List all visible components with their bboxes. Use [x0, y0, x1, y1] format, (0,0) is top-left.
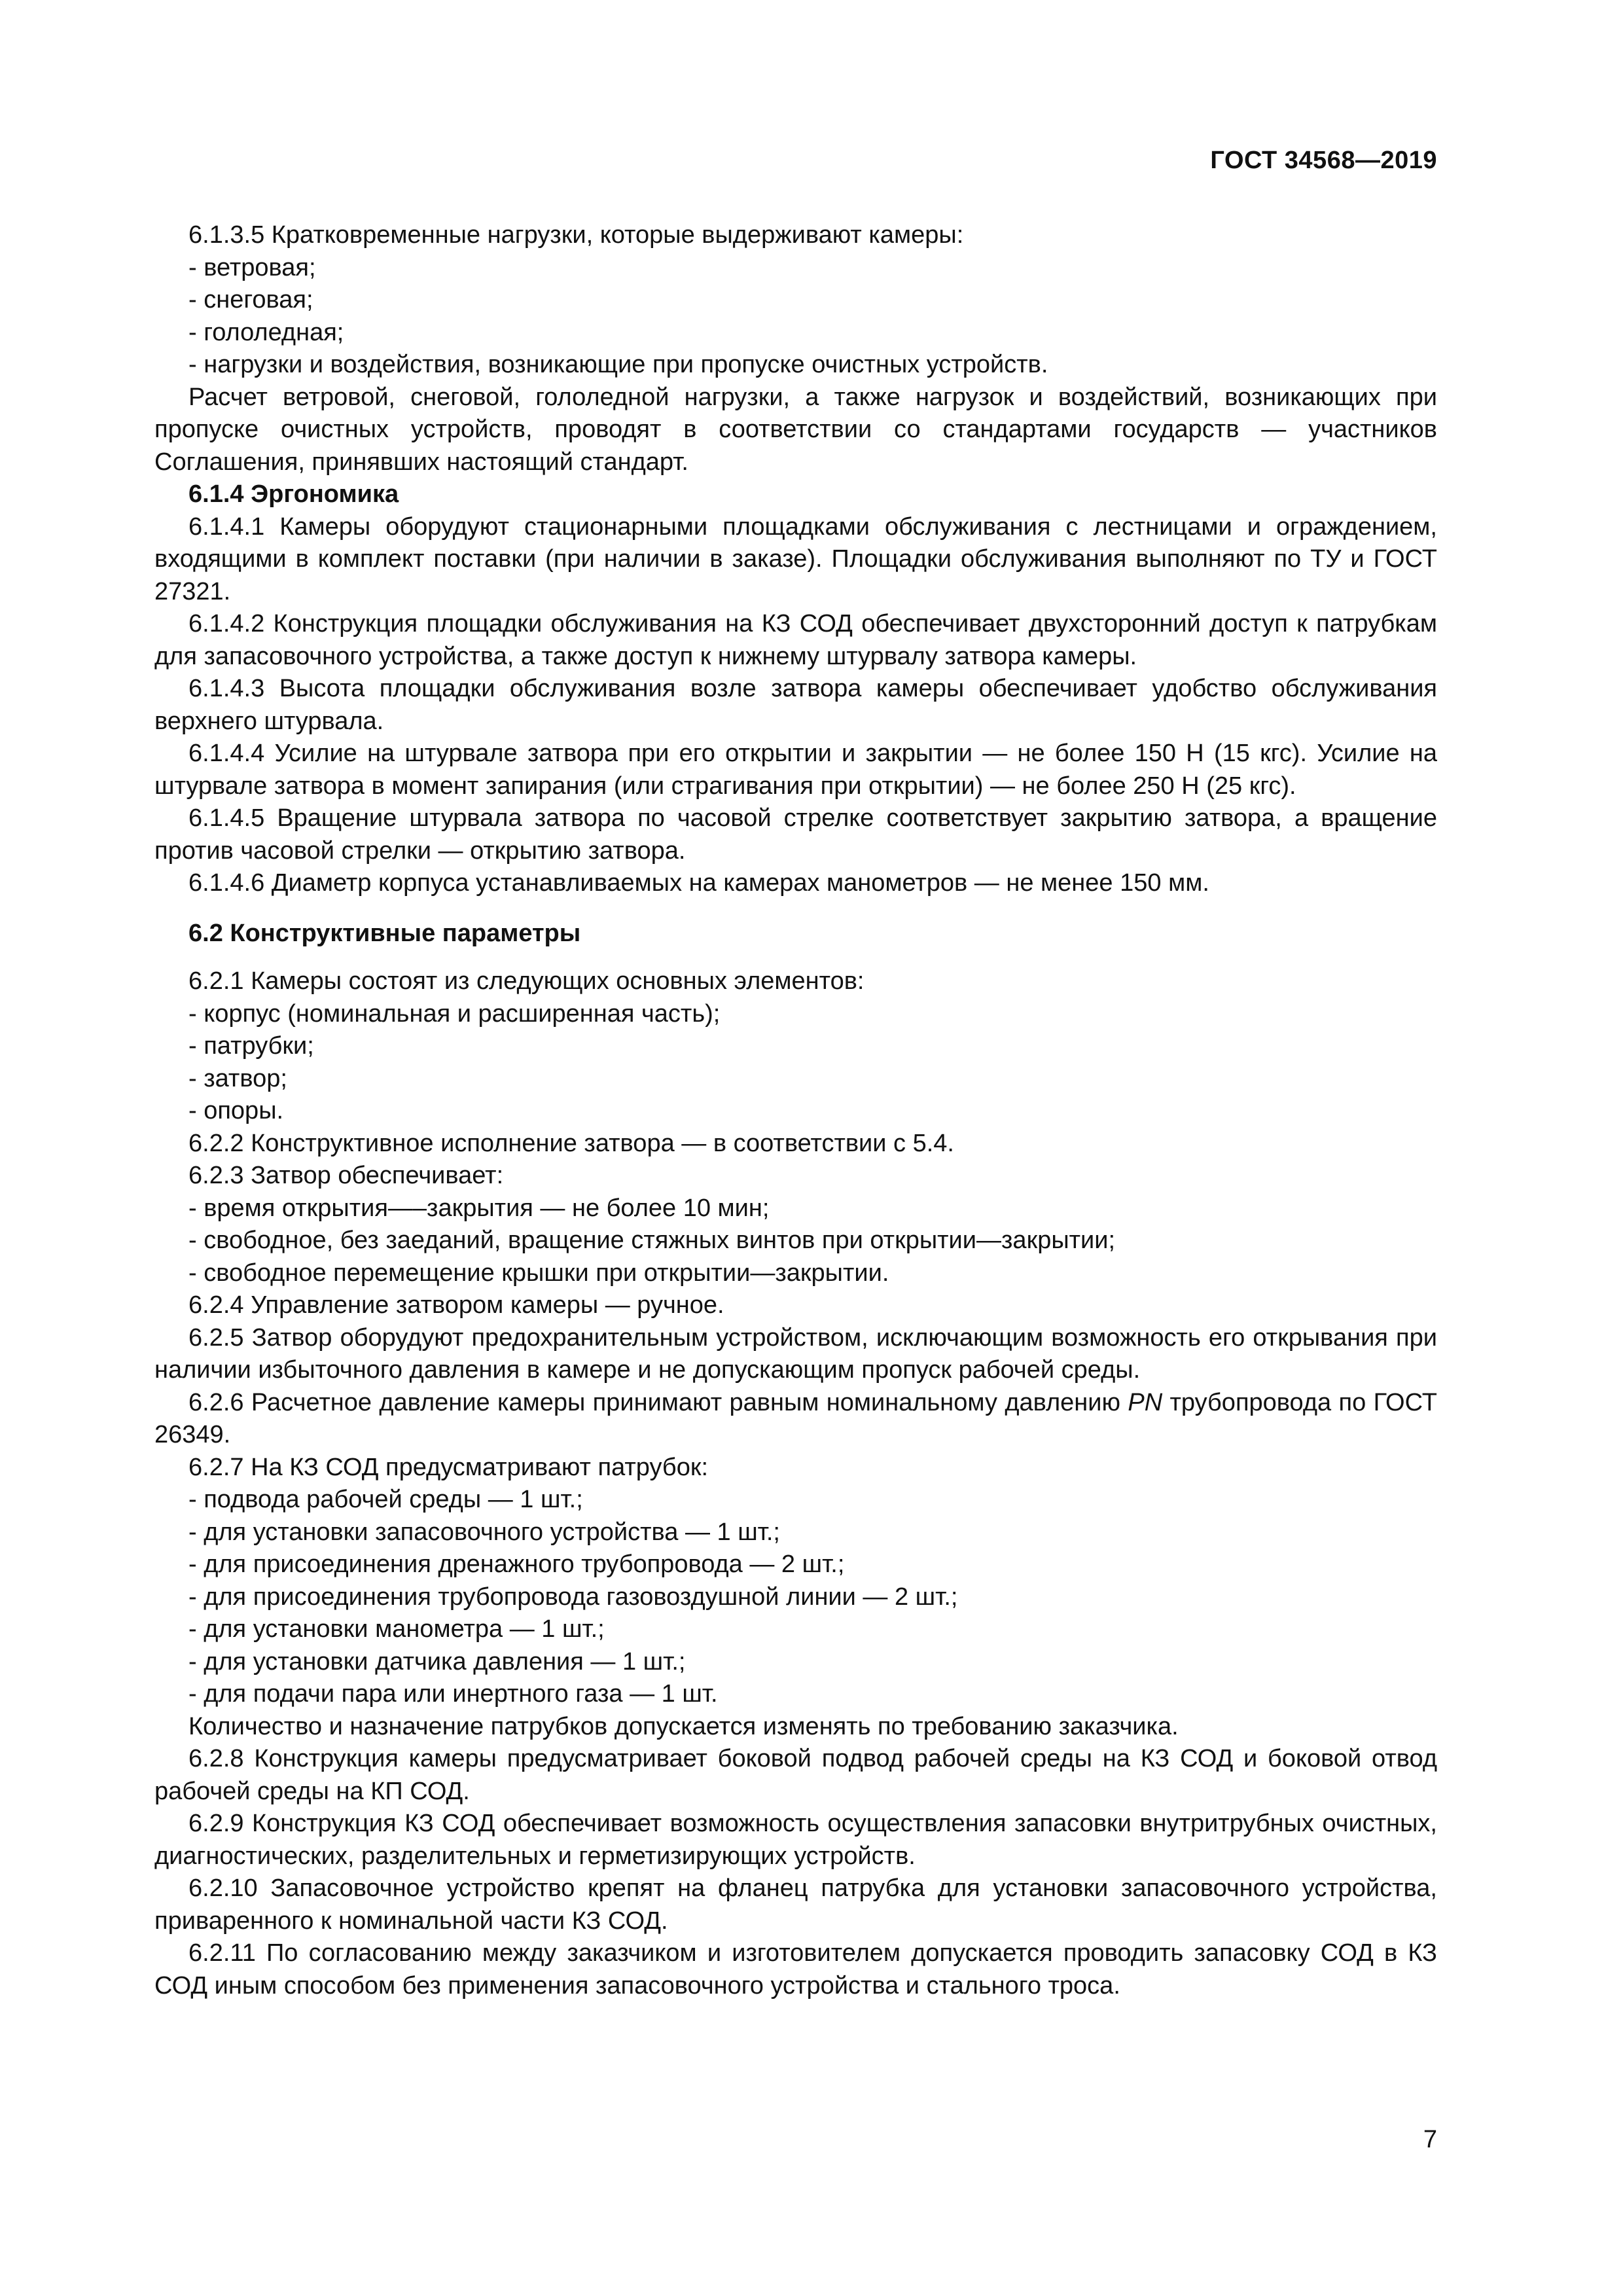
list-item: - свободное, без заеданий, вращение стяжных винтов при открытии—закрытии;: [188, 1227, 1116, 1254]
list-item: - для присоединения дренажного трубопровода — 2 шт.;: [188, 1551, 845, 1578]
document-header: ГОСТ 34568—2019: [1210, 147, 1437, 174]
clause-6-2-10: 6.2.10 Запасовочное устройство крепят на фланец патрубка для установки запасовочного устройства, приваренного к номинальной части КЗ СОД.: [154, 1874, 1437, 1935]
clause-6-1-4-5: 6.1.4.5 Вращение штурвала затвора по часовой стрелке соответствует закрытию затвора, а вращение против часовой стрелки — открытию затвора.: [154, 804, 1437, 865]
clause-6-2-7: 6.2.7 На КЗ СОД предусматривают патрубок:: [188, 1453, 709, 1481]
list-item: - для подачи пара или инертного газа — 1 шт.: [188, 1680, 718, 1708]
clause-6-1-4-1: 6.1.4.1 Камеры оборудуют стационарными площадками обслуживания с лестницами и ограждением, входящими в комплект поставки (при наличии в заказе). Площадки обслуживания выполняют по ТУ и ГОСТ 27321.: [154, 512, 1437, 605]
list-item: - корпус (номинальная и расширенная часть);: [188, 999, 721, 1028]
clause-6-2-1: 6.2.1 Камеры состоят из следующих основных элементов:: [188, 967, 865, 995]
clause-6-1-3-5: 6.1.3.5 Кратковременные нагрузки, которые выдерживают камеры:: [188, 221, 964, 249]
list-item: - ветровая;: [188, 253, 316, 281]
clause-6-2-4: 6.2.4 Управление затвором камеры — ручное.: [188, 1291, 724, 1319]
clause-6-2-8: 6.2.8 Конструкция камеры предусматривает боковой подвод рабочей среды на КЗ СОД и боковой отвод рабочей среды на КП СОД.: [154, 1745, 1437, 1805]
clause-6-2-9: 6.2.9 Конструкция КЗ СОД обеспечивает возможность осуществления запасовки внутритрубных очистных, диагностических, разделительных и герметизирующих устройств.: [154, 1810, 1437, 1870]
list-item: - гололедная;: [188, 318, 344, 346]
clause-6-2-6-text-a: 6.2.6 Расчетное давление камеры принимают равным номинальному давлению: [188, 1388, 1128, 1416]
clause-6-2-7-note: Количество и назначение патрубков допускается изменять по требованию заказчика.: [188, 1712, 1179, 1740]
list-item: - для установки манометра — 1 шт.;: [188, 1615, 605, 1643]
list-item: - нагрузки и воздействия, возникающие при пропуске очистных устройств.: [188, 351, 1048, 378]
list-item: - свободное перемещение крышки при открытии—закрытии.: [188, 1259, 889, 1287]
clause-6-1-4-2: 6.1.4.2 Конструкция площадки обслуживания на КЗ СОД обеспечивает двухсторонний доступ к патрубкам для запасовочного устройства, а также доступ к нижнему штурвалу затвора камеры.: [154, 610, 1437, 670]
section-title-ergonomics: 6.1.4 Эргономика: [188, 480, 399, 508]
clause-6-2-2: 6.2.2 Конструктивное исполнение затвора — в соответствии с 5.4.: [188, 1129, 954, 1157]
pn-symbol: PN: [1128, 1388, 1163, 1416]
clause-6-2-6: [154, 1387, 1437, 1452]
clause-6-2-5: 6.2.5 Затвор оборудуют предохранительным устройством, исключающим возможность его открывания при наличии избыточного давления в камере и не допускающим пропуск рабочей среды.: [154, 1323, 1437, 1384]
list-item: - опоры.: [188, 1097, 284, 1124]
clause-6-1-4-6: 6.1.4.6 Диаметр корпуса устанавливаемых на камерах манометров — не менее 150 мм.: [188, 869, 1209, 897]
list-item: - для установки датчика давления — 1 шт.;: [188, 1647, 686, 1676]
document-body: [154, 219, 1437, 2002]
clause-6-1-4-4: 6.1.4.4 Усилие на штурвале затвора при его открытии и закрытии — не более 150 Н (15 кгс). Усилие на штурвале затвора в момент запирания (или страгивания при открытии) — не более 250 Н (25 кгс).: [154, 740, 1437, 800]
list-item: - время открытия—–закрытия — не более 10 мин;: [188, 1194, 770, 1222]
list-item: - снеговая;: [188, 286, 313, 314]
list-item: - подвода рабочей среды — 1 шт.;: [188, 1486, 583, 1513]
clause-6-2-11: 6.2.11 По согласованию между заказчиком и изготовителем допускается проводить запасовку СОД в КЗ СОД иным способом без применения запасовочного устройства и стального троса.: [154, 1939, 1437, 2000]
list-item: - патрубки;: [188, 1032, 314, 1060]
clause-6-2-3: 6.2.3 Затвор обеспечивает:: [188, 1162, 504, 1189]
page-number: 7: [1423, 2126, 1437, 2153]
clause-6-2-6-text-b: трубопровода по ГОСТ 26349.: [154, 1388, 1437, 1448]
list-item: - затвор;: [188, 1064, 287, 1092]
list-item: - для присоединения трубопровода газовоздушной линии — 2 шт.;: [188, 1583, 958, 1611]
list-item: - для установки запасовочного устройства — 1 шт.;: [188, 1518, 780, 1546]
section-title-design-parameters: 6.2 Конструктивные параметры: [188, 919, 581, 947]
clause-6-1-3-5-note: Расчет ветровой, снеговой, гололедной нагрузки, а также нагрузок и воздействий, возникающих при пропуске очистных устройств, проводят в соответствии со стандартами государств — участников Соглашения, принявших настоящий стандарт.: [154, 383, 1437, 476]
clause-6-1-4-3: 6.1.4.3 Высота площадки обслуживания возле затвора камеры обеспечивает удобство обслуживания верхнего штурвала.: [154, 675, 1437, 735]
